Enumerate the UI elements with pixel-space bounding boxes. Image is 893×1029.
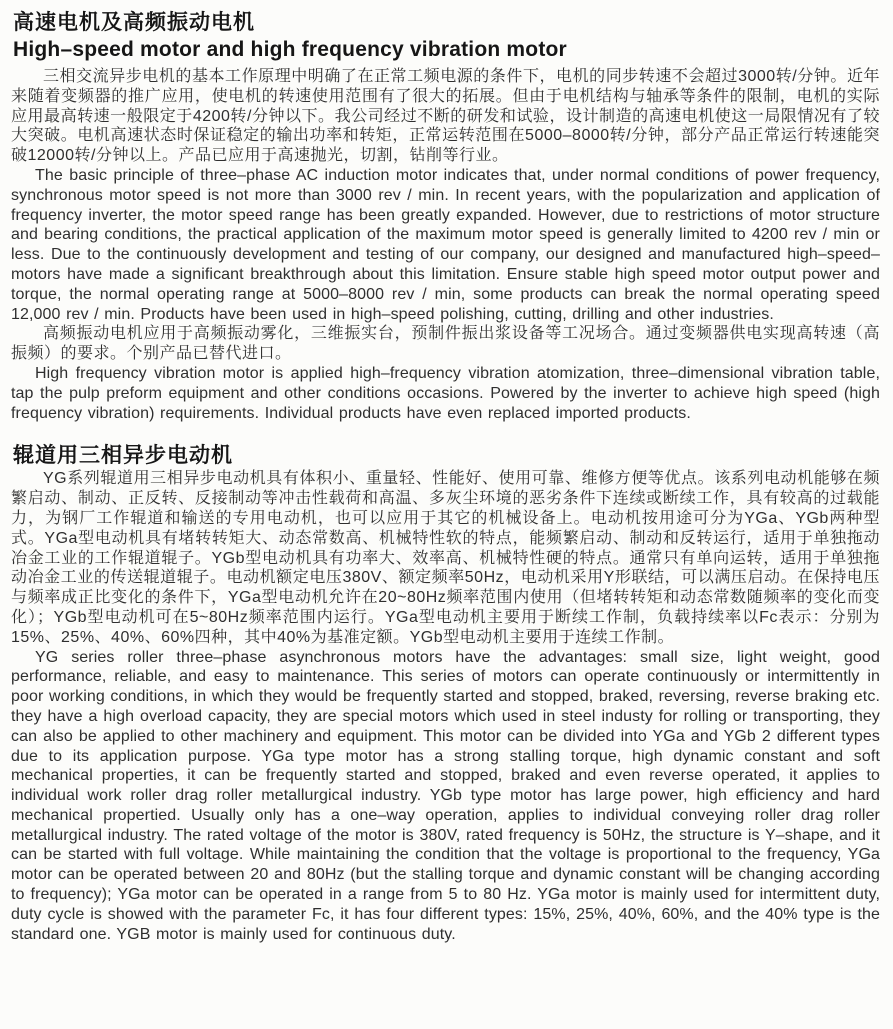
paragraph-zh-intro: 三相交流异步电机的基本工作原理中明确了在正常工频电源的条件下，电机的同步转速不会超过3000转/分钟。近年来随着变频器的推广应用，使电机的转速使用范围有了很大的拓展。但由于电机结构与轴承等条件的限制，电机的实际应用最高转速一般限定于4200转/分钟以下。我公司经过不断的研发和试验，设计制造的高速电机使这一局限情况有了较大突破。电机高速状态时保证稳定的输出功率和转矩，正常运转范围在5000–8000转/分钟，部分产品正常运行转速能突破12000转/分钟以上。产品已应用于高速抛光，切割，钻削等行业。 (11, 68, 880, 165)
paragraph-zh-roller: YG系列辊道用三相异步电动机具有体积小、重量轻、性能好、使用可靠、维修方便等优点。该系列电动机能够在频繁启动、制动、正反转、反接制动等冲击性载荷和高温、多灰尘环境的恶劣条件下连续或断续工作，具有较高的过载能力，为钢厂工作辊道和输送的专用电动机，也可以应用于其它的机械设备上。电动机按用途可分为YGa、YGb两种型式。YGa型电动机具有堵转转矩大、动态常数高、机械特性软的特点，能频繁启动、制动和反转运行，适用于单独拖动冶金工业的工作辊道辊子。YGb型电动机具有功率大、效率高、机械特性硬的特点。通常只有单向运转，适用于单独拖动冶金工业的传送辊道辊子。电动机额定电压380V、额定频率50Hz，电动机采用Y形联结，可以满压启动。在保持电压与频率成正比变化的条件下，YGa型电动机允许在20~80Hz频率范围内使用（但堵转转矩和动态常数随频率的变化而变化）；YGb型电动机可在5~80Hz频率范围内运行。YGa型电动机主要用于断续工作制，负载持续率以Fc表示：分别为15%、25%、40%、60%四种，其中40%为基准定额。YGb型电动机主要用于连续工作制。 (11, 470, 880, 646)
paragraph-en-intro: The basic principle of three–phase AC induction motor indicates that, under normal conditions of power frequency, synchronous motor speed is not more than 3000 rev / min. In recent years, with the popularization and application of frequency inverter, the motor speed range has been greatly expanded. However, due to restrictions of motor structure and bearing conditions, the practical application of the maximum motor speed is generally limited to 4200 rev / min or less. Due to the continuously development and testing of our company, our designed and manufactured high–speed–motors have made a significant breakthrough about this limitation. Ensure stable high speed motor output power and torque, the normal operating range at 5000–8000 rev / min, some products can break the normal operating speed 12,000 rev / min. Products have been used in high–speed polishing, cutting, drilling and other industries. (11, 166, 880, 323)
section2-title-zh: 辊道用三相异步电动机 (13, 444, 233, 468)
section1-title-en: High–speed motor and high frequency vibration motor (13, 38, 567, 61)
paragraph-en-vibration: High frequency vibration motor is applied high–frequency vibration atomization, three–dimensional vibration table, tap the pulp preform equipment and other conditions occasions. Powered by the inverter to achieve high speed (high frequency vibration) requirements. Individual products have even replaced imported products. (11, 364, 880, 422)
section1-title-zh: 高速电机及高频振动电机 (13, 11, 255, 34)
paragraph-en-roller: YG series roller three–phase asynchronous motors have the advantages: small size, light weight, good performance, reliable, and easy to maintenance. This series of motors can operate continuously or intermittently in poor working conditions, in which they would be frequently started and stopped, braked, reversing, reverse braking etc. they have a high overload capacity, they are special motors which used in steel industy for rolling or transporting, they can also be applied to other machinery and equipment. This motor can be divided into YGa and YGb 2 different types due to its application purpose. YGa type motor has a strong stalling torque, high dynamic constant and soft mechanical properties, it can be frequently started and stopped, braked and even reverse operated, it applies to individual work roller drag roller metallurgical industry. YGb type motor has large power, high efficiency and hard mechanical propertied. Usually only has a one–way operation, applies to individual conveying roller drag roller metallurgical industry. The rated voltage of the motor is 380V, rated frequency is 50Hz, the structure is Y–shape, and it can be started with full voltage. While maintaining the condition that the voltage is proportional to the frequency, YGa motor can be operated between 20 and 80Hz (but the stalling torque and dynamic constant will be changing according to frequency); YGa motor can be operated in a range from 5 to 80 Hz. YGa motor is mainly used for intermittent duty, duty cycle is showed with the parameter Fc, it has four different types: 15%, 25%, 40%, 60%, and the 40% type is the standard one. YGB motor is mainly used for continuous duty. (11, 648, 880, 943)
section-high-speed-motor (11, 10, 880, 423)
paragraph-zh-vibration: 高频振动电机应用于高频振动雾化，三维振实台，预制件振出浆设备等工况场合。通过变频器供电实现高转速（高振频）的要求。个别产品已替代进口。 (11, 325, 880, 363)
section-roller-motor (11, 443, 880, 944)
